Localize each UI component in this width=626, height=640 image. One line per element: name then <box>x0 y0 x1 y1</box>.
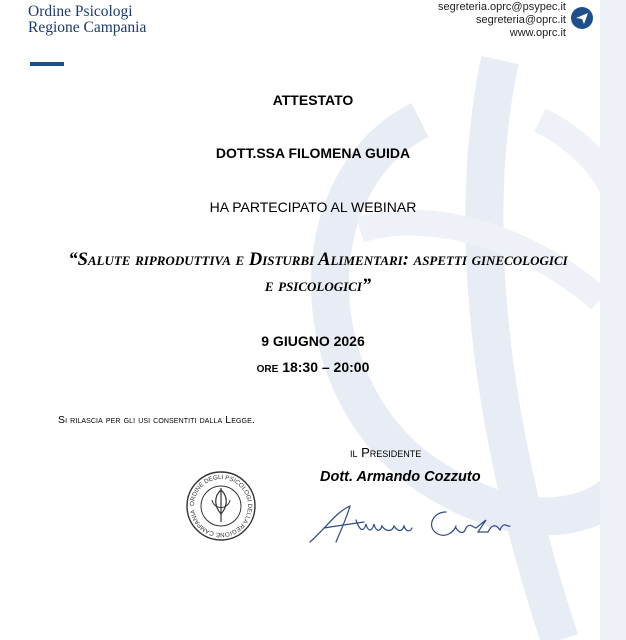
webinar-title-line1: “Salute riproduttiva e Disturbi Alimentari: aspetti ginecologici <box>68 250 568 270</box>
org-name-line2: Regione Campania <box>28 19 147 36</box>
recipient-name: DOTT.SSA FILOMENA GUIDA <box>215 145 411 161</box>
signatory-role: il Presidente <box>350 445 422 460</box>
webinar-title-line2: e psicologici” <box>264 276 372 296</box>
webinar-title <box>20 247 616 299</box>
contact-block <box>438 1 566 40</box>
email[interactable]: segreteria@oprc.it <box>475 14 566 26</box>
paper-plane-icon <box>570 6 594 30</box>
website-link[interactable]: www.oprc.it <box>509 27 566 39</box>
official-stamp-seal <box>184 470 258 542</box>
signatory-name: Dott. Armando Cozzuto <box>320 469 481 485</box>
org-name-line1: Ordine Psicologi <box>28 3 133 20</box>
certificate-heading: ATTESTATO <box>272 92 354 108</box>
logo-accent-bar <box>30 62 64 66</box>
time-prefix: ore <box>256 359 279 375</box>
pec-email[interactable]: segreteria.oprc@psypec.it <box>438 1 566 13</box>
svg-text:ORDINE DEGLI PSICOLOGI DELLA R: ORDINE DEGLI PSICOLOGI DELLA REGIONE CAMPANIA <box>188 473 254 539</box>
event-time <box>0 359 626 375</box>
release-note: Si rilascia per gli usi consentiti dalla Legge. <box>58 414 255 426</box>
time-range: 18:30 – 20:00 <box>282 359 370 375</box>
event-date: 9 GIUGNO 2026 <box>261 333 365 349</box>
handwritten-signature <box>306 498 516 550</box>
participation-text: HA PARTECIPATO AL WEBINAR <box>209 199 417 215</box>
org-logo-text <box>28 4 146 36</box>
